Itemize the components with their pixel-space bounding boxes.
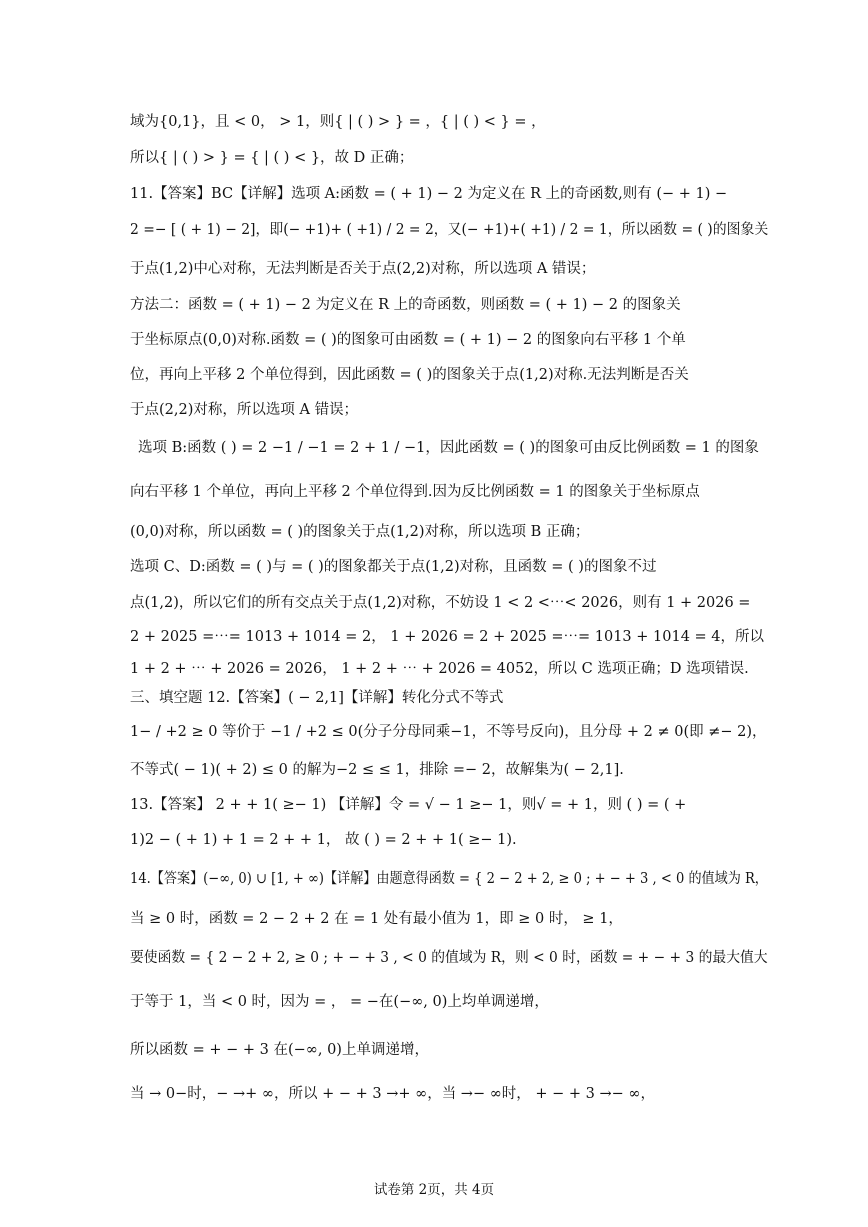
text-line: 14.【答案】(−∞, 0) ∪ [1, + ∞)【详解】由题意得函数 = { 2 − 2 + 2, ≥ 0 ; + − + 3 , < 0 的值域为 R， bbox=[130, 871, 768, 887]
text-line: 选项 C、D:函数 = ( )与 = ( )的图象都关于点(1,2)对称，且函数 = ( )的图象不过 bbox=[130, 559, 657, 575]
text-line: 方法二：函数 = ( + 1) − 2 为定义在 R 上的奇函数，则函数 = ( + 1) − 2 的图象关 bbox=[130, 297, 681, 313]
text-line: 13.【答案】 2 + + 1( ≥− 1) 【详解】令 = √ − 1 ≥− 1，则√ = + 1，则 ( ) = ( + bbox=[130, 797, 687, 813]
text-line: 向右平移 1 个单位，再向上平移 2 个单位得到.因为反比例函数 = 1 的图象关于坐标原点 bbox=[130, 484, 700, 500]
text-line: 选项 B:函数 ( ) = 2 −1 / −1 = 2 + 1 / −1，因此函数 = ( )的图象可由反比例函数 = 1 的图象 bbox=[138, 440, 759, 456]
text-line: 域为{0,1}，且 < 0， > 1，则{ | ( ) > } = ，{ | ( ) < } = ， bbox=[130, 114, 546, 130]
text-line: 点(1,2)，所以它们的所有交点关于点(1,2)对称，不妨设 1 < 2 <⋯< 2026，则有 1 + 2026 = bbox=[130, 595, 751, 611]
text-line: 所以{ | ( ) > } = { | ( ) < }，故 D 正确； bbox=[130, 150, 414, 166]
text-line: 11.【答案】BC【详解】选项 A:函数 = ( + 1) − 2 为定义在 R 上的奇函数,则有 (− + 1) − bbox=[130, 186, 728, 202]
text-line: 于点(1,2)中心对称，无法判断是否关于点(2,2)对称，所以选项 A 错误； bbox=[130, 261, 596, 277]
text-line: 1 + 2 + ⋯ + 2026 = 2026， 1 + 2 + ⋯ + 2026 = 4052，所以 C 选项正确；D 选项错误. bbox=[130, 661, 749, 677]
text-line: 当 ≥ 0 时，函数 = 2 − 2 + 2 在 = 1 处有最小值为 1，即 ≥ 0 时， ≥ 1， bbox=[130, 911, 623, 927]
text-line: 三、填空题 12.【答案】( − 2,1]【详解】转化分式不等式 bbox=[130, 690, 504, 706]
text-line: 位，再向上平移 2 个单位得到，因此函数 = ( )的图象关于点(1,2)对称.无法判断是否关 bbox=[130, 367, 689, 383]
text-line: 所以函数 = + − + 3 在(−∞, 0)上单调递增， bbox=[130, 1042, 429, 1058]
text-line: 2 + 2025 =⋯= 1013 + 1014 = 2， 1 + 2026 = 2 + 2025 =⋯= 1013 + 1014 = 4，所以 bbox=[130, 629, 765, 645]
text-line: 1)2 − ( + 1) + 1 = 2 + + 1， 故 ( ) = 2 + + 1( ≥− 1). bbox=[130, 832, 517, 848]
text-line: 2 =− [ ( + 1) − 2]，即(− +1)+ ( +1) / 2 = 2，又(− +1)+( +1) / 2 = 1，所以函数 = ( )的图象关 bbox=[130, 222, 769, 238]
page-footer: 试卷第 2页，共 4页 bbox=[373, 1182, 495, 1198]
text-line: 1− / +2 ≥ 0 等价于 −1 / +2 ≤ 0(分子分母同乘−1，不等号反向)，且分母 + 2 ≠ 0(即 ≠− 2)， bbox=[130, 724, 767, 740]
text-line: (0,0)对称，所以函数 = ( )的图象关于点(1,2)对称，所以选项 B 正确； bbox=[130, 524, 590, 540]
text-line: 不等式( − 1)( + 2) ≤ 0 的解为−2 ≤ ≤ 1，排除 =− 2，故解集为( − 2,1]. bbox=[130, 762, 624, 778]
text-line: 于坐标原点(0,0)对称.函数 = ( )的图象可由函数 = ( + 1) − 2 的图象向右平移 1 个单 bbox=[130, 332, 686, 348]
text-line: 当 → 0−时，− →+ ∞，所以 + − + 3 →+ ∞，当 →− ∞时， + − + 3 →− ∞， bbox=[130, 1086, 655, 1102]
text-line: 于点(2,2)对称，所以选项 A 错误； bbox=[130, 402, 359, 418]
text-line: 于等于 1，当 < 0 时，因为 = ， = −在(−∞, 0)上均单调递增， bbox=[130, 994, 549, 1010]
text-line: 要使函数 = { 2 − 2 + 2, ≥ 0 ; + − + 3 , < 0 的值域为 R，则 < 0 时，函数 = + − + 3 的最大值大 bbox=[130, 950, 768, 966]
